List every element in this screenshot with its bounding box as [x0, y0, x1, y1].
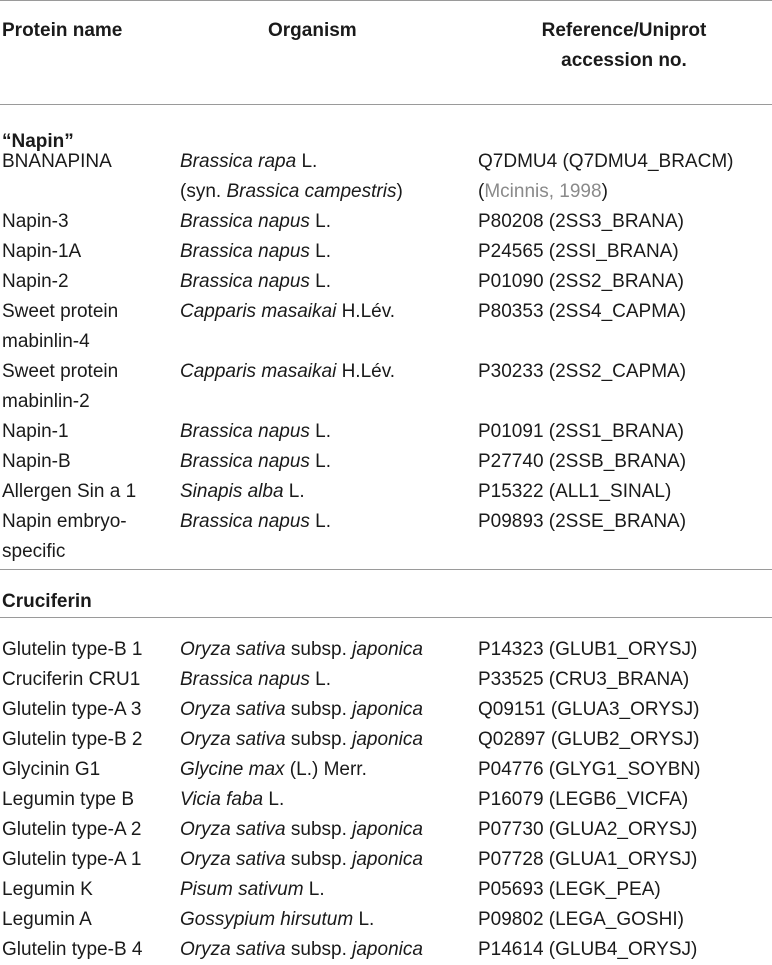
reference-cell [478, 177, 608, 207]
header-row [0, 0, 772, 104]
organism-cell [180, 207, 331, 237]
protein-name-cell: Glutelin type-A 2 [2, 819, 142, 840]
accession-cell: P01091 (2SS1_BRANA) [478, 421, 684, 442]
protein-name-cell: Napin embryo- [2, 511, 127, 532]
organism-italic: Brassica napus [180, 211, 310, 232]
organism-cell [180, 815, 423, 845]
organism-italic: Capparis masaikai [180, 361, 337, 382]
accession-cell: P30233 (2SS2_CAPMA) [478, 361, 687, 382]
protein-name-cell: Glutelin type-A 1 [2, 849, 142, 870]
protein-name-cell: Legumin type B [2, 789, 135, 810]
organism-italic: Pisum sativum [180, 879, 304, 900]
organism-text: H.Lév. [336, 361, 396, 382]
protein-name-cell: Cruciferin CRU1 [2, 669, 141, 690]
organism-cell [180, 267, 331, 297]
organism-text: subsp. [285, 849, 353, 870]
header-bottom-rule [0, 104, 772, 105]
accession-cell: P80353 (2SS4_CAPMA) [478, 301, 687, 322]
organism-cell [180, 725, 423, 755]
organism-italic: Oryza sativa [180, 729, 286, 750]
accession-cell: Q09151 (GLUA3_ORYSJ) [478, 699, 700, 720]
accession-cell: P07730 (GLUA2_ORYSJ) [478, 819, 698, 840]
organism-italic: Oryza sativa [180, 939, 286, 960]
header-accession-line1: Reference/Uniprot [541, 20, 707, 41]
accession-cell: P15322 (ALL1_SINAL) [478, 481, 672, 502]
organism-cell [180, 845, 423, 875]
protein-name-cell: BNANAPINA [2, 151, 112, 172]
accession-cell: P05693 (LEGK_PEA) [478, 879, 661, 900]
organism-text: L. [296, 151, 318, 172]
organism-cell [180, 417, 331, 447]
organism-italic: Sinapis alba [180, 481, 284, 502]
protein-name-cell: specific [2, 541, 66, 562]
protein-name-cell: mabinlin-4 [2, 331, 90, 352]
section-title-rule [0, 617, 772, 618]
protein-name-cell: Sweet protein [2, 361, 119, 382]
organism-text: subsp. [285, 729, 353, 750]
organism-cell [180, 905, 374, 935]
organism-text: subsp. [285, 639, 353, 660]
organism-text: H.Lév. [336, 301, 396, 322]
organism-italic: Gossypium hirsutum [180, 909, 354, 930]
reference-link[interactable]: Mcinnis, 1998 [484, 181, 602, 202]
section-title: Cruciferin [2, 591, 92, 612]
accession-cell: P14323 (GLUB1_ORYSJ) [478, 639, 698, 660]
organism-text: L. [283, 481, 305, 502]
organism-text: L. [309, 271, 332, 292]
organism-italic: Brassica rapa [180, 151, 297, 172]
organism-text: (L.) Merr. [284, 759, 367, 780]
accession-cell: P80208 (2SS3_BRANA) [478, 211, 684, 232]
protein-name-cell: Glutelin type-B 1 [2, 639, 143, 660]
organism-cell [180, 177, 403, 207]
organism-italic: Brassica napus [180, 511, 310, 532]
organism-italic: Oryza sativa [180, 849, 286, 870]
protein-name-cell: Napin-3 [2, 211, 69, 232]
organism-italic: Brassica napus [180, 271, 310, 292]
accession-cell: P27740 (2SSB_BRANA) [478, 451, 687, 472]
organism-text: L. [309, 451, 332, 472]
organism-text: L. [309, 669, 332, 690]
organism-italic: Brassica napus [180, 451, 310, 472]
organism-italic: Oryza sativa [180, 699, 286, 720]
protein-name-cell: Glycinin G1 [2, 759, 101, 780]
organism-text: L. [263, 789, 285, 810]
organism-text: subsp. [285, 699, 353, 720]
organism-cell [180, 237, 331, 267]
organism-text: L. [309, 211, 332, 232]
organism-italic: japonica [352, 699, 423, 720]
accession-cell: P09893 (2SSE_BRANA) [478, 511, 687, 532]
organism-italic: Glycine max [180, 759, 285, 780]
organism-italic: japonica [352, 639, 423, 660]
organism-cell [180, 635, 423, 665]
protein-name-cell: Glutelin type-A 3 [2, 699, 142, 720]
organism-italic: japonica [352, 939, 423, 960]
section-title: “Napin” [2, 131, 74, 152]
protein-name-cell: Legumin A [2, 909, 92, 930]
accession-cell: Q7DMU4 (Q7DMU4_BRACM) [478, 151, 734, 172]
organism-cell [180, 357, 395, 387]
organism-italic: Brassica campestris [226, 181, 397, 202]
protein-name-cell: Sweet protein [2, 301, 119, 322]
header-accession [526, 16, 722, 76]
organism-text: subsp. [285, 939, 353, 960]
organism-cell [180, 447, 331, 477]
reference-paren-open: ( [478, 181, 485, 202]
organism-text: L. [353, 909, 375, 930]
protein-name-cell: Napin-B [2, 451, 71, 472]
organism-cell [180, 695, 423, 725]
organism-text: subsp. [285, 819, 353, 840]
organism-italic: japonica [352, 849, 423, 870]
accession-cell: P04776 (GLYG1_SOYBN) [478, 759, 701, 780]
organism-italic: Oryza sativa [180, 819, 286, 840]
protein-name-cell: Napin-2 [2, 271, 69, 292]
organism-text: L. [309, 241, 332, 262]
organism-text: L. [309, 421, 332, 442]
organism-cell [180, 875, 325, 905]
organism-cell [180, 785, 284, 815]
protein-name-cell: mabinlin-2 [2, 391, 90, 412]
protein-name-cell: Glutelin type-B 2 [2, 729, 143, 750]
accession-cell: P07728 (GLUA1_ORYSJ) [478, 849, 698, 870]
accession-cell: P09802 (LEGA_GOSHI) [478, 909, 684, 930]
organism-italic: japonica [352, 729, 423, 750]
protein-name-cell: Glutelin type-B 4 [2, 939, 143, 960]
protein-name-cell: Napin-1 [2, 421, 69, 442]
accession-cell: Q02897 (GLUB2_ORYSJ) [478, 729, 700, 750]
header-protein-name: Protein name [2, 20, 123, 41]
header-accession-line2: accession no. [561, 50, 687, 71]
organism-cell [180, 297, 395, 327]
organism-cell [180, 507, 331, 537]
header-organism: Organism [268, 20, 357, 41]
organism-italic: japonica [352, 819, 423, 840]
protein-name-cell: Allergen Sin a 1 [2, 481, 137, 502]
accession-cell: P14614 (GLUB4_ORYSJ) [478, 939, 698, 960]
organism-cell [180, 665, 331, 695]
protein-name-cell: Legumin K [2, 879, 93, 900]
reference-paren-close: ) [601, 181, 608, 202]
organism-italic: Brassica napus [180, 421, 310, 442]
accession-cell: P01090 (2SS2_BRANA) [478, 271, 684, 292]
organism-italic: Vicia faba [180, 789, 264, 810]
accession-cell: P16079 (LEGB6_VICFA) [478, 789, 689, 810]
organism-text: (syn. [180, 181, 227, 202]
organism-italic: Brassica napus [180, 241, 310, 262]
organism-cell [180, 477, 305, 507]
accession-cell: P33525 (CRU3_BRANA) [478, 669, 690, 690]
section-end-rule [0, 569, 772, 570]
accession-cell: P24565 (2SSI_BRANA) [478, 241, 679, 262]
organism-italic: Oryza sativa [180, 639, 286, 660]
organism-italic: Brassica napus [180, 669, 310, 690]
organism-cell [180, 147, 317, 177]
organism-italic: Capparis masaikai [180, 301, 337, 322]
protein-name-cell: Napin-1A [2, 241, 82, 262]
organism-text: ) [396, 181, 403, 202]
organism-cell [180, 755, 367, 785]
organism-text: L. [309, 511, 332, 532]
organism-text: L. [303, 879, 325, 900]
